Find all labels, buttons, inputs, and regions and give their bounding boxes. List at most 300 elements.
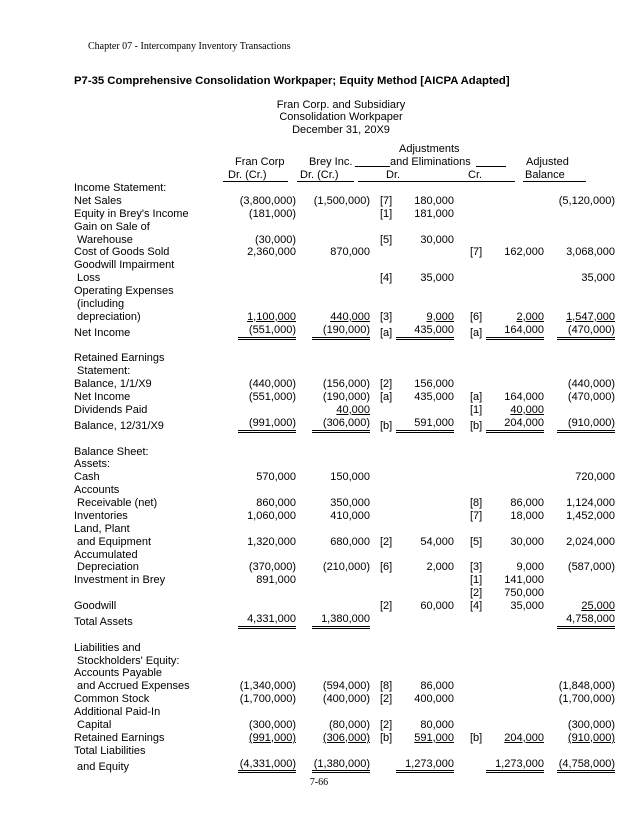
cell-text: [7] [470, 246, 483, 259]
adjusted-balance [544, 655, 615, 668]
dr-value [396, 259, 454, 272]
dr-key [370, 613, 396, 629]
table-row [74, 182, 615, 195]
dr-key [370, 404, 396, 417]
cell-text: 400,000 [414, 693, 454, 706]
cell-text: 2,000 [516, 310, 544, 323]
row-label [74, 458, 228, 471]
cr-value [486, 719, 544, 732]
dr-key [370, 195, 396, 208]
cell-text: 680,000 [330, 535, 370, 548]
cell-text: Income Statement: [74, 182, 167, 194]
cr-value [486, 446, 544, 459]
table-row [74, 298, 615, 311]
dr-value [396, 642, 454, 655]
cell-text: Land, Plant [74, 522, 130, 535]
brey-value [296, 655, 370, 668]
dr-value [396, 246, 454, 259]
brey-value [296, 523, 370, 536]
fran-value [228, 433, 296, 446]
cell-text: 181,000 [414, 207, 454, 220]
row-label [74, 285, 228, 298]
cell-text: 720,000 [575, 471, 615, 484]
fran-value [228, 642, 296, 655]
cell-text: [1] [470, 574, 483, 587]
brey-value [296, 510, 370, 523]
problem-title: P7-35 Comprehensive Consolidation Workpaper; Equity Method [AICPA Adapted] [74, 75, 510, 87]
row-label [74, 352, 228, 365]
adjusted-balance [544, 208, 615, 221]
cr-key [454, 667, 486, 680]
adjusted-balance [544, 458, 615, 471]
cell-text: depreciation) [74, 310, 141, 323]
cell-text: (300,000) [248, 718, 296, 731]
row-label [74, 706, 228, 719]
cell-text: 1,124,000 [566, 497, 615, 509]
dr-value [396, 221, 454, 234]
brey-value [296, 417, 370, 433]
fran-value [228, 195, 296, 208]
cr-key [454, 655, 486, 668]
fran-value [228, 352, 296, 365]
cell-text: (3,800,000) [239, 194, 296, 207]
cr-key [454, 298, 486, 311]
adjusted-balance [544, 574, 615, 587]
dr-value [396, 758, 454, 774]
cell-text: Investment in Brey [74, 574, 166, 587]
header-rule-left [355, 166, 390, 167]
brey-value [296, 365, 370, 378]
table-row [74, 391, 615, 404]
dr-key [370, 536, 396, 549]
cell-text: 35,000 [510, 600, 544, 612]
cell-text: (1,380,000) [312, 758, 370, 774]
table-row [74, 246, 615, 259]
cell-text: Net Sales [74, 194, 122, 207]
cell-text: Total Liabilities [74, 744, 146, 757]
dr-key [370, 259, 396, 272]
dr-key [370, 378, 396, 391]
fran-value [228, 285, 296, 298]
fran-value [228, 446, 296, 459]
dr-key [370, 693, 396, 706]
cell-text: [1] [470, 403, 483, 416]
dr-value [396, 417, 454, 433]
cr-key [454, 693, 486, 706]
cell-text: 2,000 [426, 561, 454, 574]
cell-text: Net Income [74, 326, 131, 339]
cell-text: [3] [470, 561, 483, 574]
cell-text: (210,000) [322, 561, 370, 574]
adjusted-balance [544, 680, 615, 693]
dr-key [370, 446, 396, 459]
row-label [74, 629, 228, 642]
cell-text: 440,000 [330, 310, 370, 323]
cell-text: 591,000 [414, 731, 454, 744]
cell-text: 435,000 [414, 391, 454, 403]
cell-text: (1,340,000) [239, 680, 296, 693]
cr-key [454, 446, 486, 459]
cell-text: Equity in Brey's Income [74, 207, 189, 220]
cell-text: 1,547,000 [566, 310, 615, 323]
cell-text: 40,000 [510, 403, 544, 416]
dr-key [370, 298, 396, 311]
cell-text: [5] [380, 233, 393, 246]
adjusted-balance [544, 433, 615, 446]
table-row [74, 234, 615, 247]
dr-key [370, 497, 396, 510]
dr-key [370, 510, 396, 523]
brey-value [296, 311, 370, 324]
dr-value [396, 471, 454, 484]
cell-text: and Equipment [74, 535, 152, 548]
cell-text: 2,024,000 [566, 535, 615, 548]
adjusted-balance [544, 693, 615, 706]
table-row [74, 523, 615, 536]
cr-value [486, 510, 544, 523]
cr-value [486, 745, 544, 758]
cell-text: (910,000) [557, 417, 615, 433]
cell-text: 1,273,000 [486, 758, 544, 774]
adjusted-balance [544, 471, 615, 484]
brey-value [296, 391, 370, 404]
brey-value [296, 536, 370, 549]
table-row [74, 758, 615, 774]
cell-text: (910,000) [567, 731, 615, 744]
table-row [74, 285, 615, 298]
cell-text: Liabilities and [74, 641, 141, 654]
dr-key [370, 234, 396, 247]
row-label [74, 719, 228, 732]
cell-text: 40,000 [336, 403, 370, 416]
row-label [74, 680, 228, 693]
cr-value [486, 732, 544, 745]
fran-value [228, 497, 296, 510]
table-row [74, 667, 615, 680]
cr-key [454, 195, 486, 208]
cell-text: [1] [380, 207, 393, 220]
cell-text: 86,000 [420, 680, 454, 693]
brey-value [296, 732, 370, 745]
col-header-dr: Dr. [386, 169, 401, 181]
dr-value [396, 719, 454, 732]
cr-key [454, 340, 486, 353]
adjusted-balance [544, 446, 615, 459]
dr-key [370, 758, 396, 774]
row-label [74, 417, 228, 433]
cell-text: [b] [470, 419, 483, 432]
cr-value [486, 680, 544, 693]
dr-key [370, 340, 396, 353]
cell-text: (551,000) [238, 324, 296, 340]
cr-key [454, 365, 486, 378]
cell-text: (587,000) [567, 561, 615, 574]
cr-key [454, 417, 486, 433]
cell-text: Retained Earnings [74, 731, 165, 744]
cr-key [454, 391, 486, 404]
cell-text: 9,000 [516, 561, 544, 574]
cr-value [486, 458, 544, 471]
table-row [74, 561, 615, 574]
cr-value [486, 221, 544, 234]
dr-key [370, 417, 396, 433]
cell-text: 860,000 [256, 497, 296, 509]
cell-text: (1,700,000) [239, 693, 296, 706]
cr-value [486, 497, 544, 510]
dr-key [370, 523, 396, 536]
row-label [74, 561, 228, 574]
table-row [74, 510, 615, 523]
brey-value [296, 182, 370, 195]
cell-text: 2,360,000 [247, 246, 296, 259]
row-label [74, 510, 228, 523]
cell-text: 30,000 [420, 233, 454, 246]
cr-key [454, 285, 486, 298]
brey-value [296, 246, 370, 259]
cell-text: (4,331,000) [238, 758, 296, 774]
table-row [74, 574, 615, 587]
row-label [74, 378, 228, 391]
dr-key [370, 391, 396, 404]
consolidation-workpaper-table [74, 182, 615, 773]
col-header-fran: Fran Corp [235, 156, 285, 168]
adjusted-balance [544, 259, 615, 272]
cell-text: [5] [470, 535, 483, 548]
dr-key [370, 549, 396, 562]
cell-text: 35,000 [420, 272, 454, 285]
company-name: Fran Corp. and Subsidiary [276, 99, 406, 111]
dr-value [396, 195, 454, 208]
brey-value [296, 433, 370, 446]
fran-value [228, 600, 296, 613]
fran-value [228, 574, 296, 587]
workpaper-date: December 31, 20X9 [292, 124, 390, 136]
cr-value [486, 234, 544, 247]
row-label [74, 446, 228, 459]
fran-value [228, 549, 296, 562]
row-label [74, 298, 228, 311]
dr-key [370, 719, 396, 732]
adjusted-balance [544, 629, 615, 642]
row-label [74, 758, 228, 774]
dr-value [396, 433, 454, 446]
adjusted-balance [544, 391, 615, 404]
cell-text: 891,000 [256, 574, 296, 587]
dr-key [370, 208, 396, 221]
adjusted-balance [544, 523, 615, 536]
adjusted-balance [544, 549, 615, 562]
cell-text: 150,000 [330, 471, 370, 484]
row-label [74, 613, 228, 629]
cr-key [454, 221, 486, 234]
cr-key [454, 732, 486, 745]
cell-text: [8] [380, 680, 393, 693]
cell-text: (991,000) [238, 417, 296, 433]
cell-text: (400,000) [322, 693, 370, 706]
dr-value [396, 587, 454, 600]
fran-value [228, 629, 296, 642]
fran-value [228, 378, 296, 391]
cell-text: (156,000) [322, 378, 370, 391]
table-row [74, 549, 615, 562]
cell-text: 162,000 [504, 246, 544, 259]
cr-key [454, 574, 486, 587]
fran-value [228, 536, 296, 549]
brey-value [296, 758, 370, 774]
adjusted-balance [544, 613, 615, 629]
brey-value [296, 285, 370, 298]
adjusted-balance [544, 600, 615, 613]
cell-text: Net Income [74, 391, 131, 403]
cell-text: 80,000 [420, 718, 454, 731]
cr-value [486, 613, 544, 629]
brey-value [296, 693, 370, 706]
cr-value [486, 378, 544, 391]
dr-value [396, 745, 454, 758]
cr-value [486, 574, 544, 587]
table-row [74, 536, 615, 549]
dr-key [370, 642, 396, 655]
cell-text: Inventories [74, 509, 128, 522]
fran-value [228, 208, 296, 221]
cr-key [454, 352, 486, 365]
dr-value [396, 365, 454, 378]
cr-key [454, 208, 486, 221]
cr-key [454, 378, 486, 391]
brey-value [296, 221, 370, 234]
cr-value [486, 758, 544, 774]
cr-value [486, 182, 544, 195]
brey-value [296, 680, 370, 693]
cr-value [486, 484, 544, 497]
brey-value [296, 587, 370, 600]
fran-value [228, 587, 296, 600]
cell-text: 180,000 [414, 194, 454, 207]
table-row [74, 484, 615, 497]
cell-text: 1,452,000 [566, 509, 615, 522]
cell-text: [6] [380, 561, 393, 574]
dr-key [370, 706, 396, 719]
dr-value [396, 484, 454, 497]
cell-text: [2] [470, 587, 483, 600]
adjusted-balance [544, 246, 615, 259]
dr-value [396, 340, 454, 353]
cr-value [486, 523, 544, 536]
cr-key [454, 182, 486, 195]
fran-value [228, 404, 296, 417]
cr-key [454, 613, 486, 629]
cell-text: 86,000 [510, 497, 544, 509]
cell-text: (551,000) [248, 391, 296, 403]
cell-text: Stockholders' Equity: [74, 654, 180, 667]
adjusted-balance [544, 587, 615, 600]
cr-key [454, 433, 486, 446]
dr-value [396, 629, 454, 642]
cr-key [454, 311, 486, 324]
dr-key [370, 471, 396, 484]
cr-value [486, 298, 544, 311]
adjusted-balance [544, 745, 615, 758]
row-label [74, 574, 228, 587]
row-label [74, 433, 228, 446]
table-row [74, 433, 615, 446]
cr-value [486, 561, 544, 574]
cell-text: 25,000 [581, 600, 615, 612]
adjusted-balance [544, 667, 615, 680]
cell-text: (1,848,000) [558, 680, 615, 693]
col-header-cr: Cr. [468, 169, 483, 181]
cell-text: (440,000) [567, 378, 615, 391]
row-label [74, 340, 228, 353]
cr-key [454, 680, 486, 693]
table-row [74, 417, 615, 433]
dr-value [396, 536, 454, 549]
dr-value [396, 510, 454, 523]
cell-text: 54,000 [420, 535, 454, 548]
dr-value [396, 234, 454, 247]
cell-text: (991,000) [248, 731, 296, 744]
dr-value [396, 208, 454, 221]
cell-text: (181,000) [248, 207, 296, 220]
dr-value [396, 693, 454, 706]
adjusted-balance [544, 365, 615, 378]
dr-key [370, 182, 396, 195]
cell-text: (306,000) [322, 731, 370, 744]
table-row [74, 642, 615, 655]
dr-value [396, 549, 454, 562]
dr-key [370, 221, 396, 234]
dr-key [370, 629, 396, 642]
cr-key [454, 600, 486, 613]
brey-value [296, 272, 370, 285]
brey-value [296, 745, 370, 758]
cell-text: Receivable (net) [74, 497, 158, 509]
cr-value [486, 549, 544, 562]
cr-value [486, 655, 544, 668]
cell-text: [2] [380, 535, 393, 548]
cr-key [454, 642, 486, 655]
cr-key [454, 404, 486, 417]
cell-text: 3,068,000 [566, 246, 615, 259]
dr-value [396, 497, 454, 510]
brey-value [296, 259, 370, 272]
cr-key [454, 497, 486, 510]
col-header-adjustments: Adjustments [399, 143, 460, 155]
cr-key [454, 719, 486, 732]
cell-text: (4,758,000) [557, 758, 615, 774]
dr-key [370, 655, 396, 668]
adjusted-balance [544, 561, 615, 574]
cr-key [454, 510, 486, 523]
cell-text: [a] [470, 326, 483, 339]
fran-value [228, 667, 296, 680]
cell-text: 350,000 [330, 497, 370, 509]
row-label [74, 549, 228, 562]
fran-value [228, 745, 296, 758]
dr-key [370, 600, 396, 613]
cr-value [486, 195, 544, 208]
brey-value [296, 324, 370, 340]
brey-value [296, 404, 370, 417]
cell-text: [2] [380, 600, 393, 612]
col-header-balance: Balance [525, 169, 565, 181]
fran-value [228, 272, 296, 285]
cr-value [486, 587, 544, 600]
cr-value [486, 417, 544, 433]
col-header-adjusted: Adjusted [526, 156, 569, 168]
table-row [74, 340, 615, 353]
dr-key [370, 458, 396, 471]
